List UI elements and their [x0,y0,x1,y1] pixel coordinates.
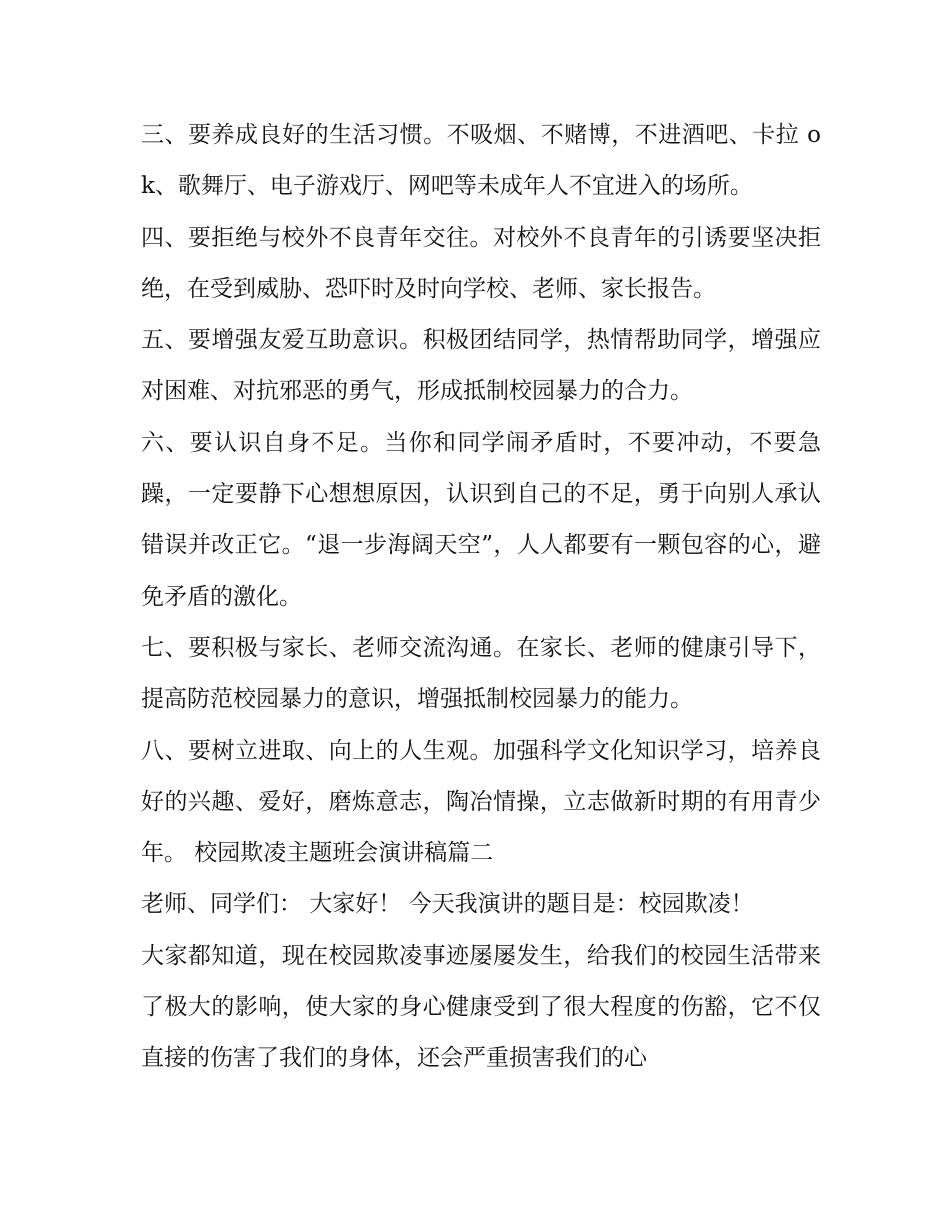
paragraph-refuse-bad-youth: 四、要拒绝与校外不良青年交往。对校外不良青年的引诱要坚决拒绝，在受到威胁、恐吓时及时向学校、老师、家长报告。 [141,224,821,302]
paragraph-mutual-help: 五、要增强友爱互助意识。积极团结同学，热情帮助同学，增强应对困难、对抗邪恶的勇气，形成抵制校园暴力的合力。 [141,327,821,405]
document-body [141,110,821,1085]
paragraph-greeting: 老师、同学们： 大家好！ 今天我演讲的题目是：校园欺凌！ [141,891,754,918]
paragraph-life-outlook: 八、要树立进取、向上的人生观。加强科学文化知识学习，培养良好的兴趣、爱好，磨炼意志，陶冶情操，立志做新时期的有用青少年。 校园欺凌主题班会演讲稿篇二 [141,737,821,867]
paragraph-communication: 七、要积极与家长、老师交流沟通。在家长、老师的健康引导下，提高防范校园暴力的意识，增强抵制校园暴力的能力。 [141,634,821,713]
paragraph-self-awareness: 六、要认识自身不足。当你和同学闹矛盾时，不要冲动，不要急躁，一定要静下心想想原因，认识到自己的不足，勇于向别人承认错误并改正它。“退一步海阔天空”，人人都要有一颗包容的心，避免矛盾的激化。 [141,429,821,610]
paragraph-habits: 三、要养成良好的生活习惯。不吸烟、不赌博，不进酒吧、卡拉 ok、歌舞厅、电子游戏厅、网吧等未成年人不宜进入的场所。 [141,122,821,200]
paragraph-bullying-intro: 大家都知道，现在校园欺凌事迹屡屡发生，给我们的校园生活带来了极大的影响，使大家的身心健康受到了很大程度的伤豁，它不仅直接的伤害了我们的身体，还会严重损害我们的心 [141,942,821,1072]
